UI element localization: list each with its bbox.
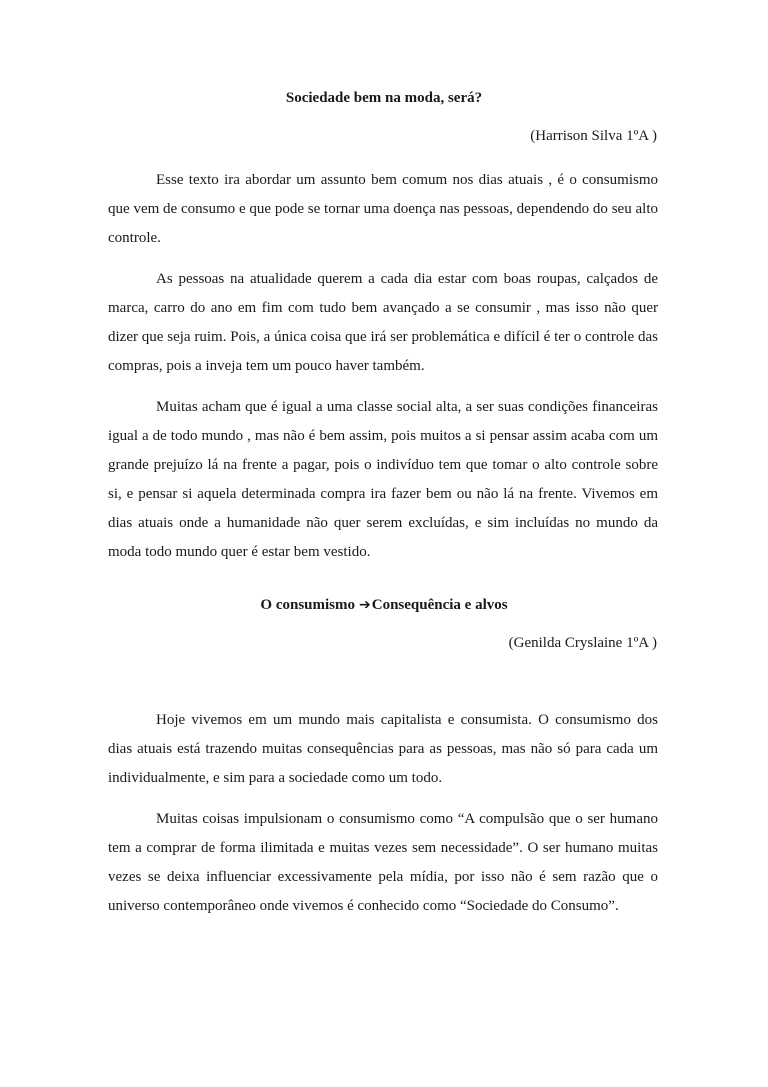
article1-body [108, 166, 658, 567]
article2-body [108, 706, 658, 921]
article2-paragraph-1: Hoje vivemos em um mundo mais capitalista e consumista. O consumismo dos dias atuais está trazendo muitas consequências para as pessoas, mas não só para cada um individualmente, e sim para a sociedade como um todo. [108, 712, 658, 786]
article2-paragraph-2: Muitas coisas impulsionam o consumismo como “A compulsão que o ser humano tem a comprar de forma ilimitada e muitas vezes sem necessidade”. O ser humano muitas vezes se deixa influenciar excessivamente pela mídia, por isso não é sem razão que o universo contemporâneo onde vivemos é conhecido como “Sociedade do Consumo”. [108, 811, 658, 914]
article1-paragraph-3: Muitas acham que é igual a uma classe social alta, a ser suas condições financeiras igual a de todo mundo , mas não é bem assim, pois muitos a si pensar assim acaba com um grande prejuízo lá na frente a pagar, pois o indivíduo tem que tomar o alto controle sobre si, e pensar si aquela determinada compra ira fazer bem ou não lá na frente. Vivemos em dias atuais onde a humanidade não quer serem excluídas, e sim incluídas no mundo da moda todo mundo quer é estar bem vestido. [108, 399, 658, 560]
right-arrow-icon: ➔ [359, 597, 371, 613]
article2-title [0, 597, 768, 614]
article2-title-part1: O consumismo [260, 597, 355, 613]
article2-author: (Genilda Cryslaine 1ºA ) [508, 635, 657, 651]
article2-title-part2: Consequência e alvos [371, 597, 508, 613]
article1-paragraph-2: As pessoas na atualidade querem a cada dia estar com boas roupas, calçados de marca, carro do ano em fim com tudo bem avançado a se consumir , mas isso não quer dizer que seja ruim. Pois, a única coisa que irá ser problemática e difícil é ter o controle das compras, pois a inveja tem um pouco haver também. [108, 271, 658, 374]
article1-title: Sociedade bem na moda, será? [285, 90, 483, 106]
article1-paragraph-1: Esse texto ira abordar um assunto bem comum nos dias atuais , é o consumismo que vem de consumo e que pode se tornar uma doença nas pessoas, dependendo do seu alto controle. [108, 172, 658, 246]
article1-author: (Harrison Silva 1ºA ) [530, 128, 657, 144]
